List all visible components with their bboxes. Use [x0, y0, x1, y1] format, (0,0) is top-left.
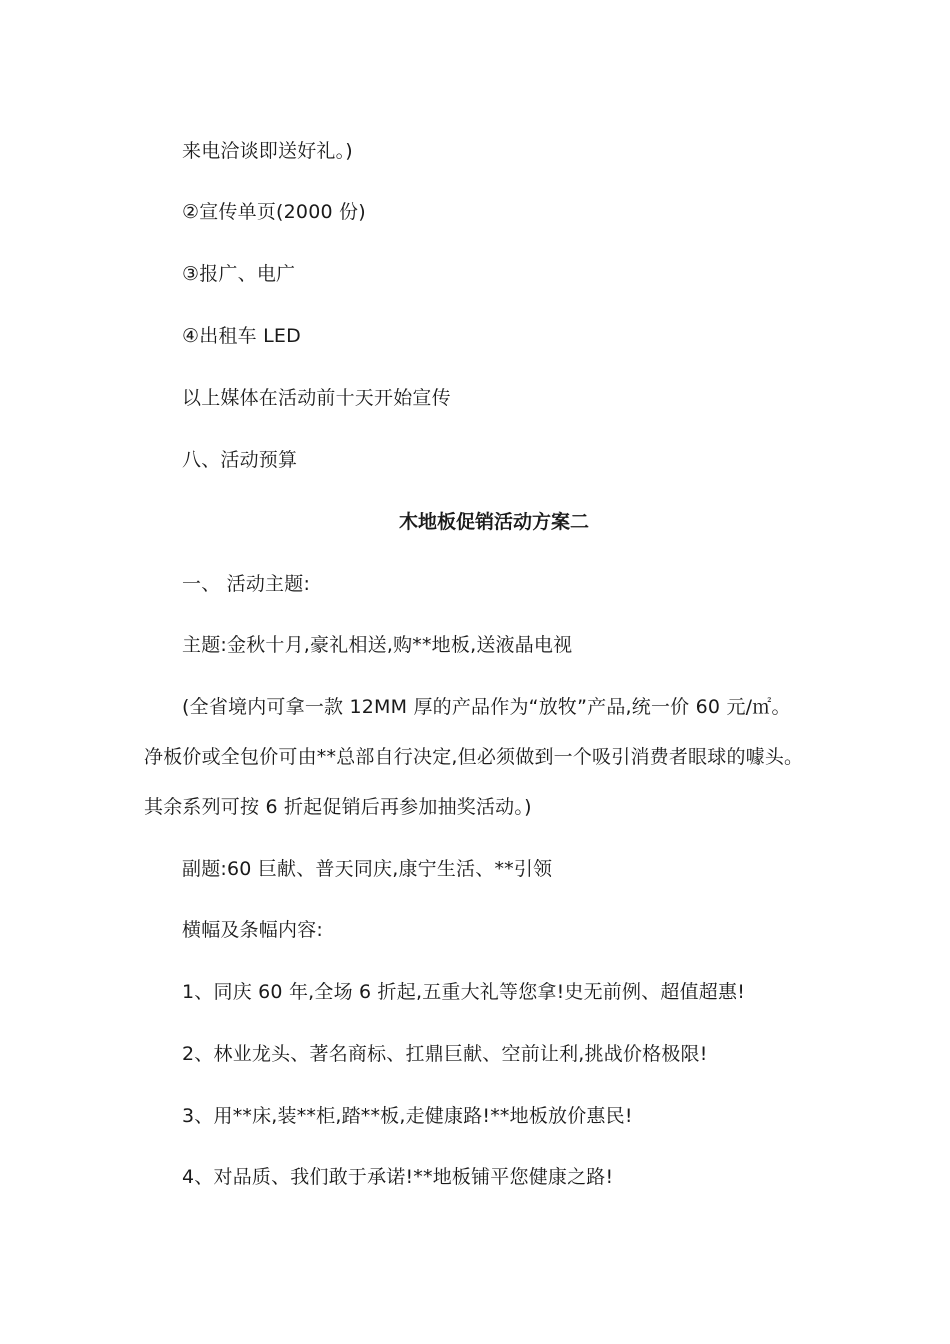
paragraph-media-schedule: 以上媒体在活动前十天开始宣传: [182, 387, 451, 409]
paragraph-note-line-3: 其余系列可按 6 折起促销后再参加抽奖活动。): [144, 796, 532, 818]
paragraph-gift-note: 来电洽谈即送好礼。): [182, 140, 353, 162]
document-title: 木地板促销活动方案二: [398, 511, 589, 533]
paragraph-note-line-1: (全省境内可拿一款 12MM 厚的产品作为“放牧”产品,统一价 60 元/㎡。: [182, 696, 791, 718]
list-item: 4、对品质、我们敢于承诺!**地板铺平您健康之路!: [182, 1166, 614, 1188]
heading-activity-theme: 一、 活动主题:: [182, 573, 311, 595]
heading-banners: 横幅及条幅内容:: [182, 919, 324, 941]
paragraph-flyers: ②宣传单页(2000 份): [182, 201, 366, 223]
paragraph-note-line-2: 净板价或全包价可由**总部自行决定,但必须做到一个吸引消费者眼球的噱头。: [144, 746, 804, 768]
list-item: 2、林业龙头、著名商标、扛鼎巨献、空前让利,挑战价格极限!: [182, 1043, 708, 1065]
paragraph-theme: 主题:金秋十月,豪礼相送,购**地板,送液晶电视: [182, 634, 573, 656]
list-item: 1、同庆 60 年,全场 6 折起,五重大礼等您拿!史无前例、超值超惠!: [182, 981, 746, 1003]
paragraph-newspaper-radio: ③报广、电广: [182, 263, 296, 285]
heading-budget: 八、活动预算: [182, 449, 298, 471]
paragraph-taxi-led: ④出租车 LED: [182, 325, 301, 347]
paragraph-subtitle: 副题:60 巨献、普天同庆,康宁生活、**引领: [182, 858, 553, 880]
list-item: 3、用**床,装**柜,踏**板,走健康路!**地板放价惠民!: [182, 1105, 633, 1127]
